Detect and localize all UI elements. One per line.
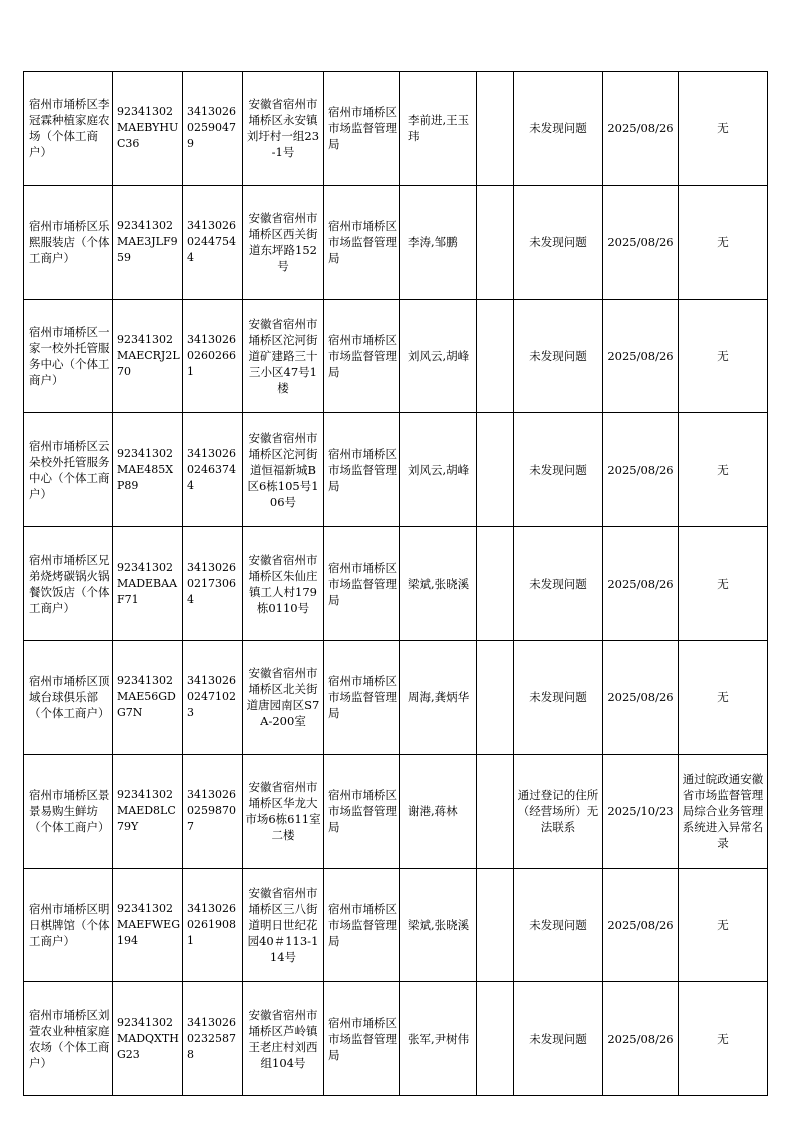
inspection-date-cell: 2025/08/26 — [603, 982, 679, 1096]
table-row — [24, 527, 768, 641]
registration-number-cell: 341302602471023 — [183, 640, 243, 754]
registration-number-cell: 341302602602661 — [183, 299, 243, 413]
entity-name-cell: 宿州市埇桥区一家一校外托管服务中心（个体工商户） — [24, 299, 113, 413]
address-cell: 安徽省宿州市埇桥区西关街道东坪路152号 — [243, 185, 324, 299]
entity-name-cell: 宿州市埇桥区李冠霖种植家庭农场（个体工商户） — [24, 72, 113, 186]
inspection-result-cell: 未发现问题 — [514, 299, 603, 413]
inspectors-cell: 李前进,王玉玮 — [400, 72, 477, 186]
blank-cell — [477, 299, 514, 413]
inspection-result-cell: 通过登记的住所（经营场所）无法联系 — [514, 754, 603, 868]
table-row — [24, 868, 768, 982]
registration-number-cell: 341302602173064 — [183, 527, 243, 641]
inspection-date-cell: 2025/08/26 — [603, 185, 679, 299]
address-cell: 安徽省宿州市埇桥区沱河街道恒福新城B区6栋105号106号 — [243, 413, 324, 527]
credit-code-cell: 92341302MAEFWEG194 — [113, 868, 183, 982]
table-row — [24, 185, 768, 299]
authority-cell: 宿州市埇桥区市场监督管理局 — [324, 72, 400, 186]
inspection-result-cell: 未发现问题 — [514, 982, 603, 1096]
registration-number-cell: 341302602325878 — [183, 982, 243, 1096]
credit-code-cell: 92341302MAECRJ2L70 — [113, 299, 183, 413]
inspectors-cell: 谢港,蒋林 — [400, 754, 477, 868]
blank-cell — [477, 640, 514, 754]
handling-action-cell: 通过皖政通安徽省市场监督管理局综合业务管理系统进入异常名录 — [679, 754, 768, 868]
table-row — [24, 413, 768, 527]
handling-action-cell: 无 — [679, 982, 768, 1096]
inspectors-cell: 李涛,邹鹏 — [400, 185, 477, 299]
blank-cell — [477, 413, 514, 527]
address-cell: 安徽省宿州市埇桥区永安镇刘圩村一组23-1号 — [243, 72, 324, 186]
address-cell: 安徽省宿州市埇桥区沱河街道矿建路三十三小区47号1楼 — [243, 299, 324, 413]
authority-cell: 宿州市埇桥区市场监督管理局 — [324, 982, 400, 1096]
inspection-result-cell: 未发现问题 — [514, 527, 603, 641]
table-row — [24, 299, 768, 413]
inspectors-cell: 刘风云,胡峰 — [400, 413, 477, 527]
table-body — [24, 72, 768, 1096]
table-row — [24, 982, 768, 1096]
authority-cell: 宿州市埇桥区市场监督管理局 — [324, 413, 400, 527]
inspection-result-cell: 未发现问题 — [514, 868, 603, 982]
authority-cell: 宿州市埇桥区市场监督管理局 — [324, 754, 400, 868]
entity-name-cell: 宿州市埇桥区云朵校外托管服务中心（个体工商户） — [24, 413, 113, 527]
entity-name-cell: 宿州市埇桥区兄弟烧烤碳锅火锅餐饮饭店（个体工商户） — [24, 527, 113, 641]
inspection-result-cell: 未发现问题 — [514, 640, 603, 754]
credit-code-cell: 92341302MAED8LC79Y — [113, 754, 183, 868]
inspection-date-cell: 2025/08/26 — [603, 413, 679, 527]
authority-cell: 宿州市埇桥区市场监督管理局 — [324, 185, 400, 299]
inspectors-cell: 周海,龚炳华 — [400, 640, 477, 754]
credit-code-cell: 92341302MADQXTHG23 — [113, 982, 183, 1096]
entity-name-cell: 宿州市埇桥区顶域台球俱乐部（个体工商户） — [24, 640, 113, 754]
address-cell: 安徽省宿州市埇桥区华龙大市场6栋611室二楼 — [243, 754, 324, 868]
blank-cell — [477, 982, 514, 1096]
credit-code-cell: 92341302MAE56GDG7N — [113, 640, 183, 754]
registration-number-cell: 341302602590479 — [183, 72, 243, 186]
credit-code-cell: 92341302MAE485XP89 — [113, 413, 183, 527]
blank-cell — [477, 868, 514, 982]
registration-number-cell: 341302602619081 — [183, 868, 243, 982]
inspectors-cell: 张军,尹树伟 — [400, 982, 477, 1096]
handling-action-cell: 无 — [679, 527, 768, 641]
registration-number-cell: 341302602447544 — [183, 185, 243, 299]
inspectors-cell: 梁斌,张晓溪 — [400, 527, 477, 641]
inspection-results-table — [23, 71, 768, 1096]
table-row — [24, 72, 768, 186]
entity-name-cell: 宿州市埇桥区乐熙服装店（个体工商户） — [24, 185, 113, 299]
authority-cell: 宿州市埇桥区市场监督管理局 — [324, 640, 400, 754]
blank-cell — [477, 754, 514, 868]
handling-action-cell: 无 — [679, 185, 768, 299]
inspection-date-cell: 2025/10/23 — [603, 754, 679, 868]
credit-code-cell: 92341302MADEBAAF71 — [113, 527, 183, 641]
handling-action-cell: 无 — [679, 868, 768, 982]
registration-number-cell: 341302602598707 — [183, 754, 243, 868]
handling-action-cell: 无 — [679, 413, 768, 527]
inspection-result-cell: 未发现问题 — [514, 185, 603, 299]
inspectors-cell: 梁斌,张晓溪 — [400, 868, 477, 982]
authority-cell: 宿州市埇桥区市场监督管理局 — [324, 299, 400, 413]
address-cell: 安徽省宿州市埇桥区朱仙庄镇工人村179栋0110号 — [243, 527, 324, 641]
address-cell: 安徽省宿州市埇桥区三八街道明日世纪花园40＃113-114号 — [243, 868, 324, 982]
authority-cell: 宿州市埇桥区市场监督管理局 — [324, 527, 400, 641]
blank-cell — [477, 527, 514, 641]
table-row — [24, 754, 768, 868]
address-cell: 安徽省宿州市埇桥区芦岭镇王老庄村刘西组104号 — [243, 982, 324, 1096]
address-cell: 安徽省宿州市埇桥区北关街道唐园南区S7A-200室 — [243, 640, 324, 754]
inspection-date-cell: 2025/08/26 — [603, 640, 679, 754]
inspection-table-container — [23, 71, 768, 1096]
inspection-date-cell: 2025/08/26 — [603, 527, 679, 641]
entity-name-cell: 宿州市埇桥区明日棋牌馆（个体工商户） — [24, 868, 113, 982]
inspection-date-cell: 2025/08/26 — [603, 72, 679, 186]
inspectors-cell: 刘风云,胡峰 — [400, 299, 477, 413]
handling-action-cell: 无 — [679, 640, 768, 754]
blank-cell — [477, 185, 514, 299]
credit-code-cell: 92341302MAE3JLF959 — [113, 185, 183, 299]
registration-number-cell: 341302602463744 — [183, 413, 243, 527]
inspection-result-cell: 未发现问题 — [514, 72, 603, 186]
inspection-result-cell: 未发现问题 — [514, 413, 603, 527]
entity-name-cell: 宿州市埇桥区刘萱农业种植家庭农场（个体工商户） — [24, 982, 113, 1096]
handling-action-cell: 无 — [679, 299, 768, 413]
table-row — [24, 640, 768, 754]
handling-action-cell: 无 — [679, 72, 768, 186]
inspection-date-cell: 2025/08/26 — [603, 868, 679, 982]
authority-cell: 宿州市埇桥区市场监督管理局 — [324, 868, 400, 982]
blank-cell — [477, 72, 514, 186]
credit-code-cell: 92341302MAEBYHUC36 — [113, 72, 183, 186]
inspection-date-cell: 2025/08/26 — [603, 299, 679, 413]
entity-name-cell: 宿州市埇桥区景景易购生鲜坊（个体工商户） — [24, 754, 113, 868]
